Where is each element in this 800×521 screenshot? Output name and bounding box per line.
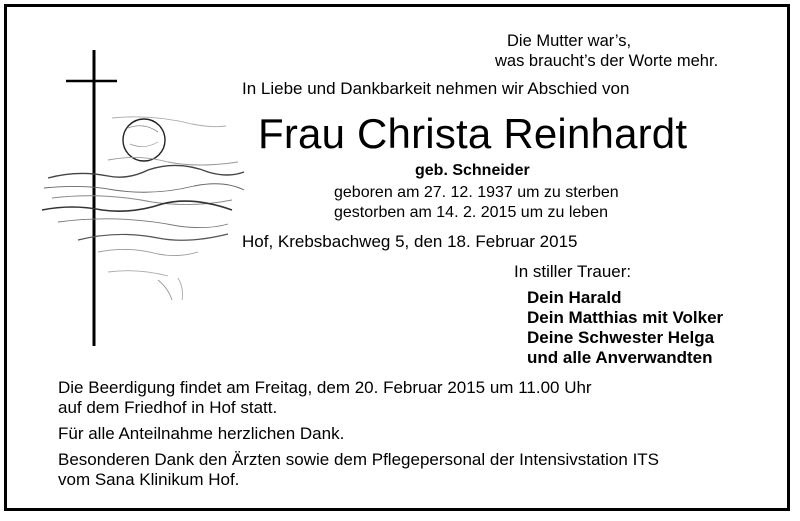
funeral-notice-line-2: auf dem Friedhof in Hof statt. — [58, 398, 278, 417]
moon-icon — [123, 119, 165, 161]
cross-moon-landscape-illustration — [38, 48, 248, 348]
birth-date-line: geboren am 27. 12. 1937 um zu sterben — [334, 184, 619, 201]
mourner-name: Dein Matthias mit Volker — [527, 308, 724, 327]
motto-line-1: Die Mutter war’s, — [507, 32, 632, 50]
place-and-date: Hof, Krebsbachweg 5, den 18. Februar 2015 — [242, 232, 578, 251]
cross-icon — [66, 50, 117, 346]
farewell-intro: In Liebe und Dankbarkeit nehmen wir Abschied von — [242, 79, 630, 98]
special-thanks-line-1: Besonderen Dank den Ärzten sowie dem Pflegepersonal der Intensivstation ITS — [58, 450, 660, 469]
deceased-name: Frau Christa Reinhardt — [258, 110, 688, 157]
maiden-name: geb. Schneider — [415, 162, 530, 179]
mourners-heading: In stiller Trauer: — [514, 262, 632, 281]
death-date-line: gestorben am 14. 2. 2015 um zu leben — [334, 204, 608, 221]
mourner-name: Deine Schwester Helga — [527, 328, 715, 347]
thanks-note: Für alle Anteilnahme herzlichen Dank. — [58, 424, 345, 443]
mourner-name: und alle Anverwandten — [527, 348, 713, 367]
funeral-notice-line-1: Die Beerdigung findet am Freitag, dem 20. Februar 2015 um 11.00 Uhr — [58, 378, 592, 397]
mourner-name: Dein Harald — [527, 288, 622, 307]
motto-line-2: was braucht’s der Worte mehr. — [495, 52, 719, 70]
special-thanks-line-2: vom Sana Klinikum Hof. — [58, 470, 240, 489]
